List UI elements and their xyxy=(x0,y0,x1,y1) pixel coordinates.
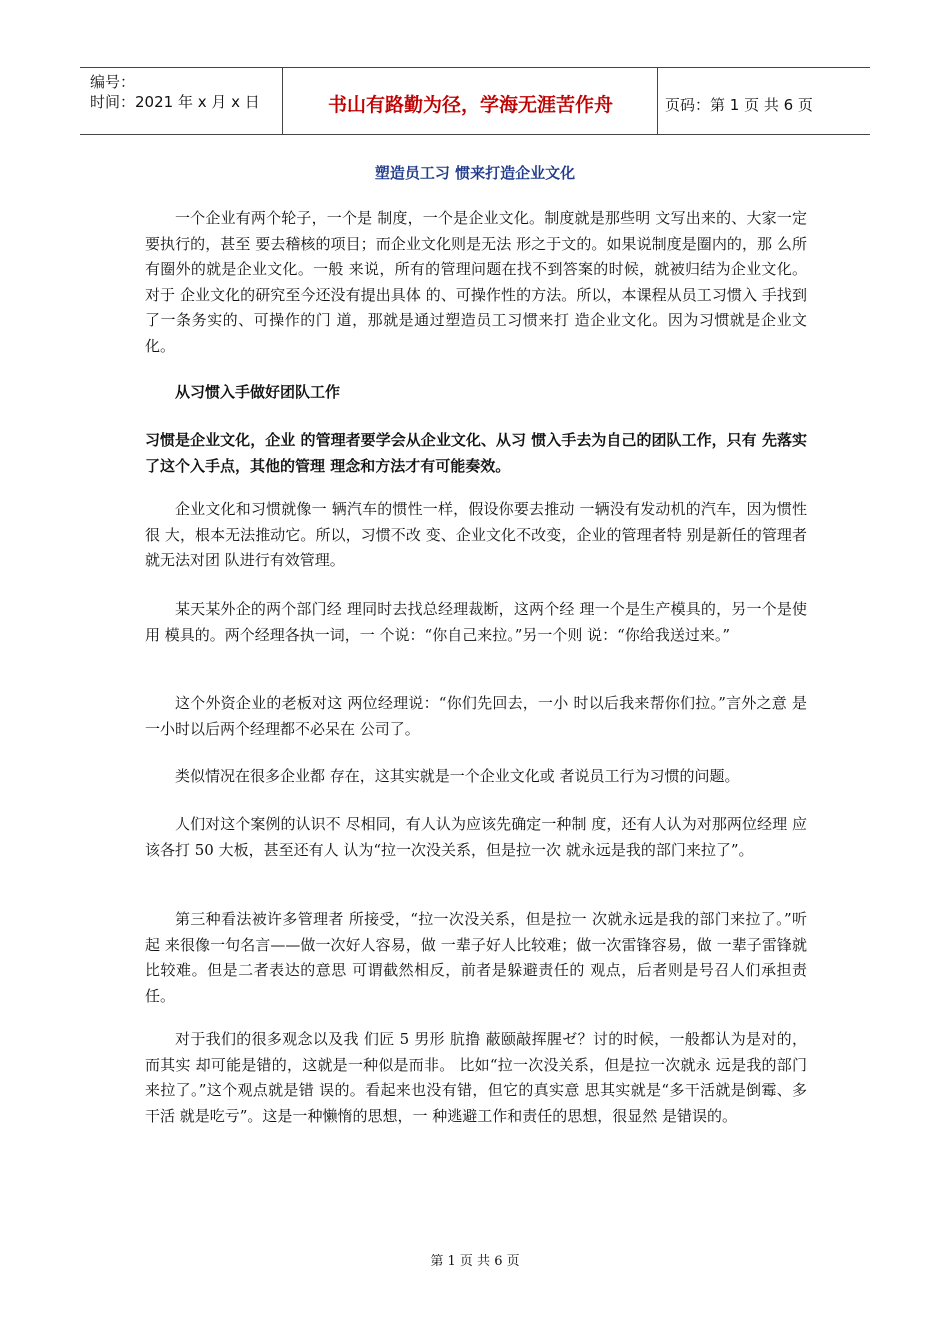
paragraph: 人们对这个案例的认识不 尽相同，有人认为应该先确定一种制 度，还有人认为对那两位经理 应该各打 50 大板，甚至还有人 认为“拉一次没关系，但是拉一次 就永远是我的部门来拉了”。 xyxy=(145,815,807,859)
page-footer: 第 1 页 共 6 页 xyxy=(430,1254,520,1269)
header-motto: 书山有路勤为径，学海无涯苦作舟 xyxy=(327,94,613,116)
header-divider xyxy=(657,68,658,134)
paragraph: 这个外资企业的老板对这 两位经理说：“你们先回去，一小 时以后我来帮你们拉。”言外之意 是一小时以后两个经理都不必呆在 公司了。 xyxy=(145,694,807,738)
paragraph-intro: 一个企业有两个轮子，一个是 制度，一个是企业文化。制度就是那些明 文写出来的、大家一定要执行的，甚至 要去稽核的项目；而企业文化则是无法 形之于文的。如果说制度是圈内的，那 么所有圈外的就是企业文化。一般 来说，所有的管理问题在找不到答案的时候，就被归结为企业文化。对于 企业文化的研究至今还没有提出具体 的、可操作性的方法。所以，本课程从员工习惯入 手找到了一条务实的、可操作的门 道，那就是通过塑造员工习惯来打 造企业文化。因为习惯就是企业文化。 xyxy=(145,209,807,355)
paragraph: 对于我们的很多观念以及我 们匠 5 男形 肮撸 蔽颐敲挥腥ゼ？讨的时候，一般都认为是对的，而其实 却可能是错的，这就是一种似是而非。 比如“拉一次没关系，但是拉一次就永 远是我的部门来拉了。”这个观点就是错 误的。看起来也没有错，但它的真实意 思其实就是“多干活就是倒霉、多干活 就是吃亏”。这是一种懒惰的思想，一 种逃避工作和责任的思想，很显然 是错误的。 xyxy=(145,1030,807,1125)
header-page-label: 页码：第 1 页 共 6 页 xyxy=(665,96,813,114)
page-header xyxy=(80,67,870,135)
paragraph-bold: 习惯是企业文化，企业 的管理者要学会从企业文化、从习 惯入手去为自己的团队工作，只有 先落实了这个入手点，其他的管理 理念和方法才有可能奏效。 xyxy=(145,431,807,475)
paragraph: 企业文化和习惯就像一 辆汽车的惯性一样，假设你要去推动 一辆没有发动机的汽车，因为惯性很 大，根本无法推动它。所以，习惯不改 变、企业文化不改变，企业的管理者特 别是新任的管理者就无法对团 队进行有效管理。 xyxy=(145,500,807,569)
paragraph: 某天某外企的两个部门经 理同时去找总经理裁断，这两个经 理一个是生产模具的，另一个是使用 模具的。两个经理各执一词，一 个说：“你自己来拉。”另一个则 说：“你给我送过来。” xyxy=(145,600,807,644)
paragraph: 类似情况在很多企业都 存在，这其实就是一个企业文化或 者说员工行为习惯的问题。 xyxy=(175,767,740,785)
number-label: 编号： xyxy=(90,73,136,91)
document-title: 塑造员工习 惯来打造企业文化 xyxy=(374,164,576,182)
paragraph: 第三种看法被许多管理者 所接受，“拉一次没关系，但是拉一 次就永远是我的部门来拉了。”听起 来很像一句名言——做一次好人容易，做 一辈子好人比较难；做一次雷锋容易，做 一辈子雷锋就比较难。但是二者表达的意思 可谓截然相反，前者是躲避责任的 观点，后者则是号召人们承担责任。 xyxy=(145,910,807,1005)
time-label: 时间：2021 年 x 月 x 日 xyxy=(90,93,260,111)
section-heading: 从习惯入手做好团队工作 xyxy=(175,383,341,401)
header-meta xyxy=(90,72,260,112)
